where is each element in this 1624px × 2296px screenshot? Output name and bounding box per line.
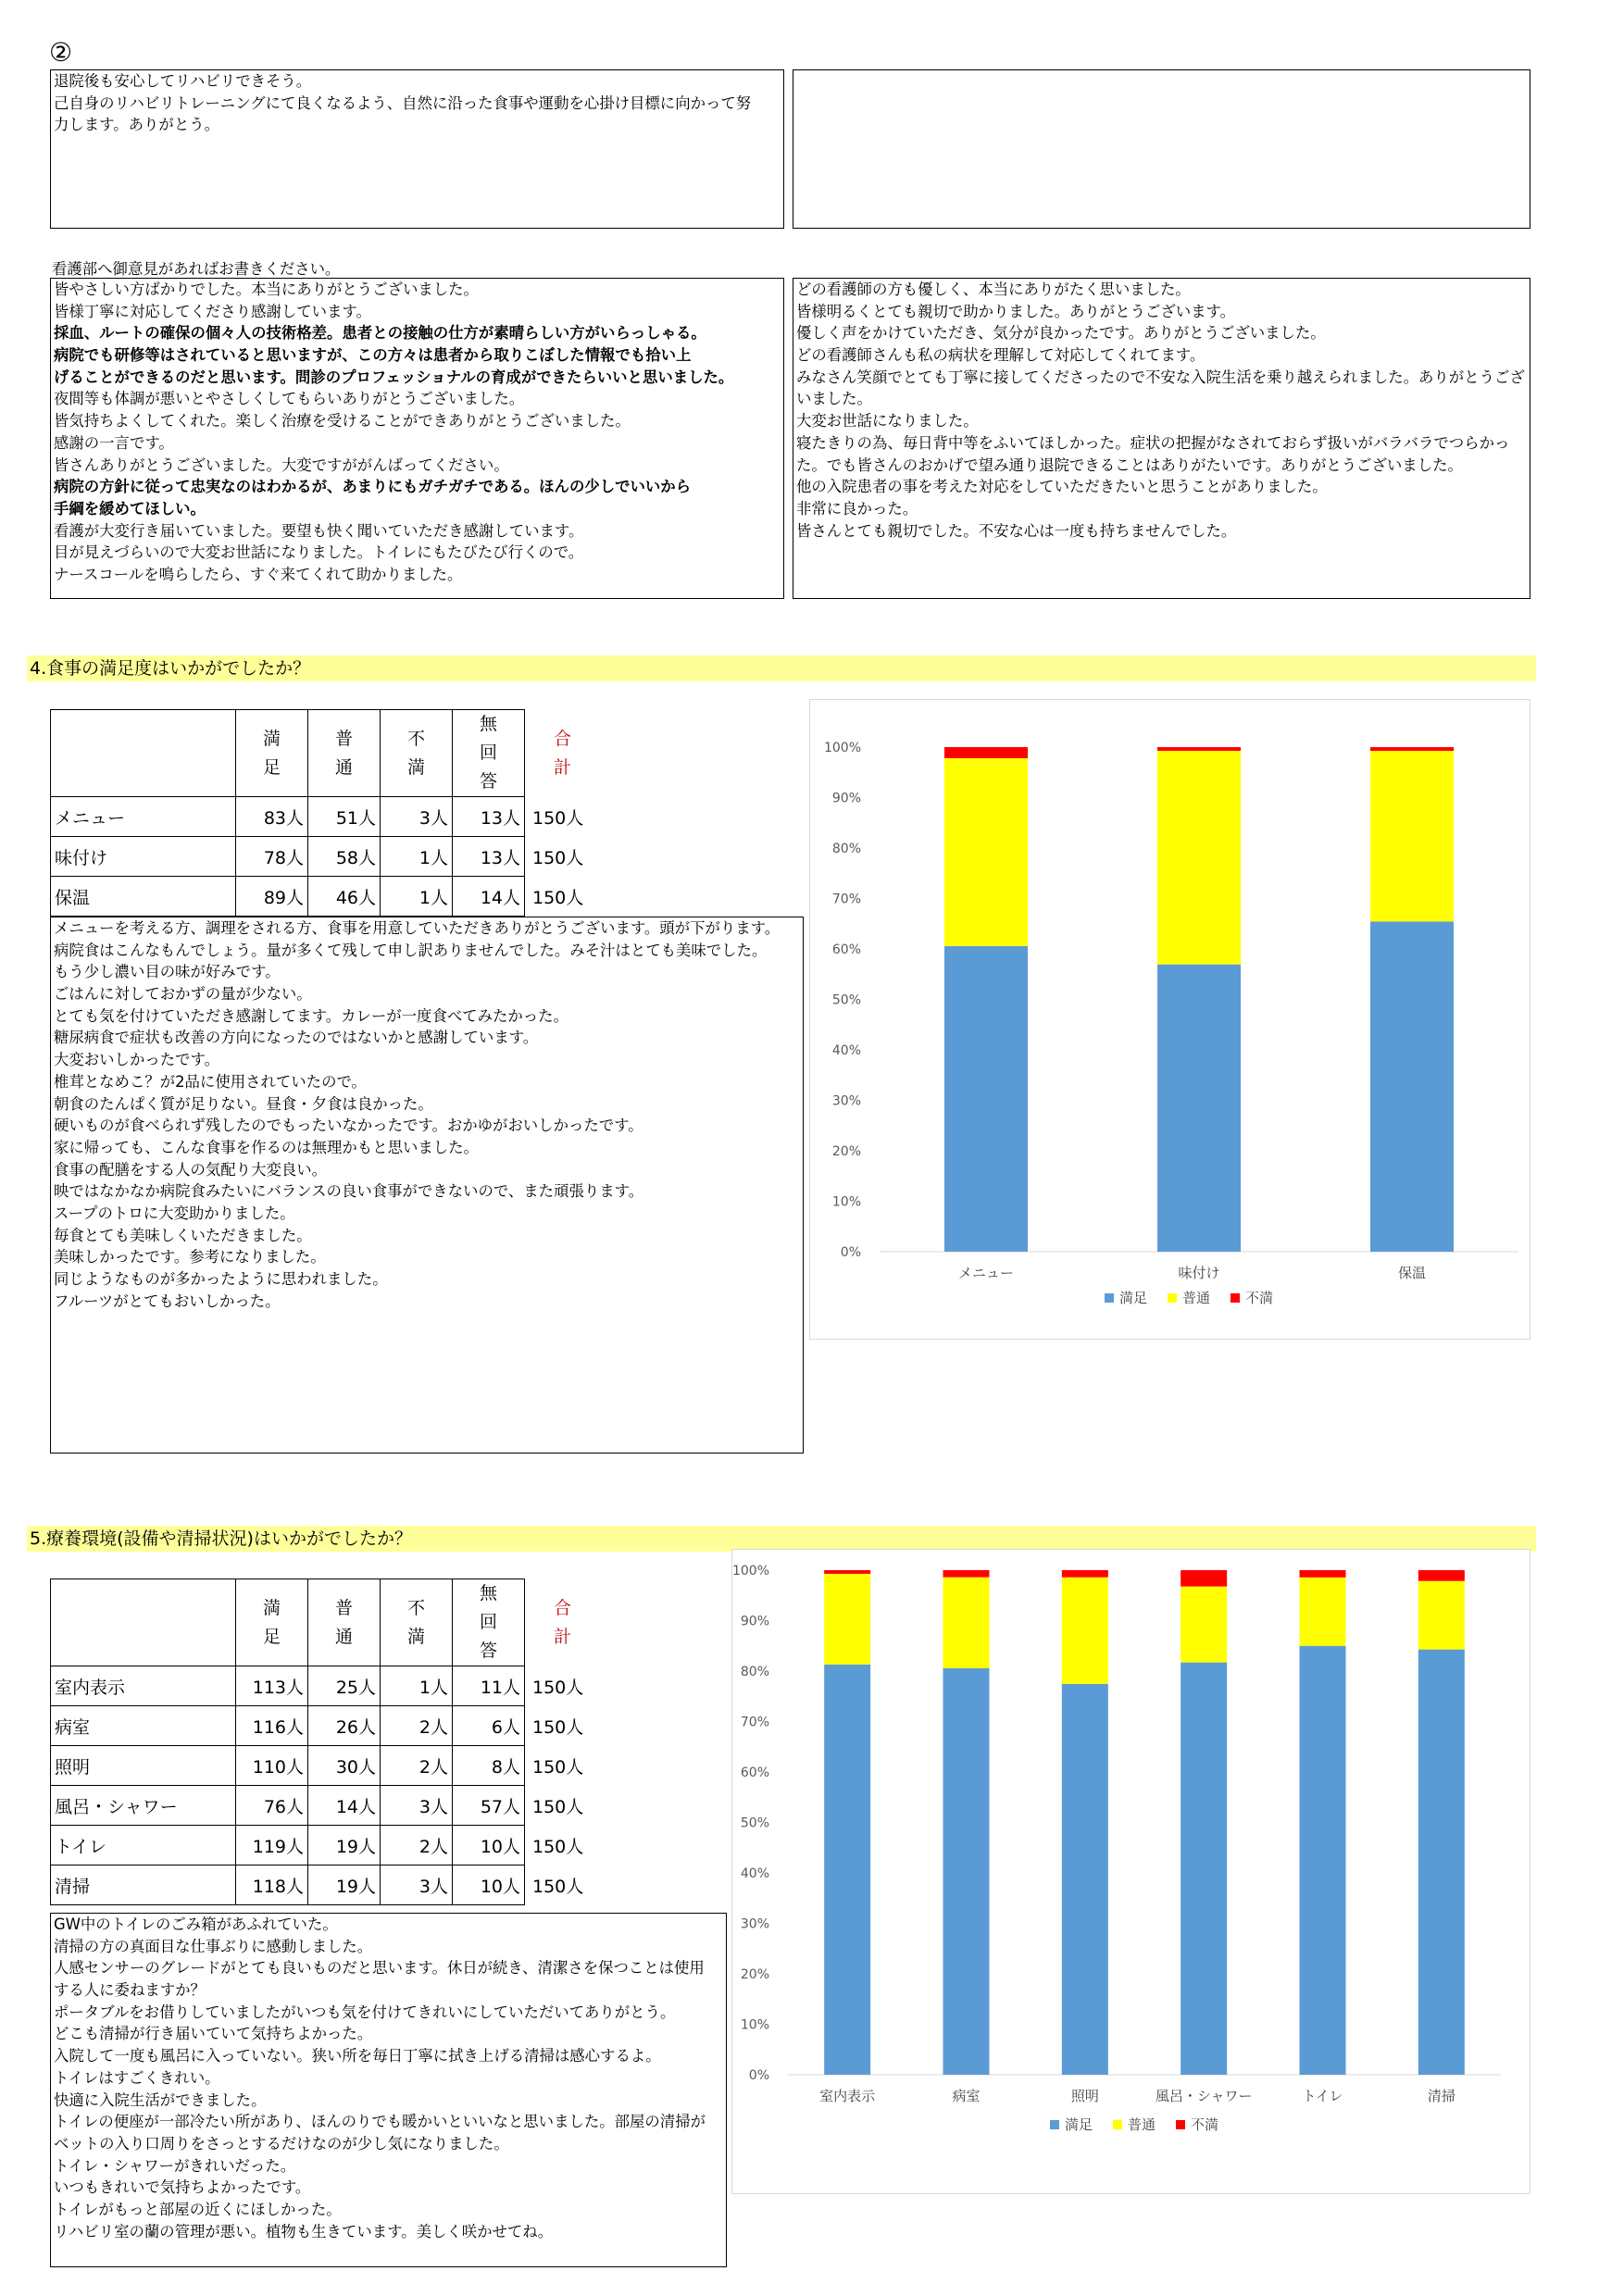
comment-line: 同じようなものが多かったように思われました。 (54, 1270, 388, 1288)
comment-line: 採血、ルートの確保の個々人の技術格差。患者との接触の仕方が素晴らしい方がいらっしゃる。 (54, 324, 706, 343)
comment-line: リハビリ室の蘭の管理が悪い。植物も生きています。美しく咲かせてね。 (54, 2222, 554, 2240)
count-cell: 19人 (308, 1866, 381, 1905)
nursing-comments-left (50, 278, 784, 599)
question-4-title: 4.食事の満足度はいかがでしたか？ (27, 655, 1536, 681)
comment-line: とても気を付けていただき感謝してます。カレーが一度食べてみたかった。 (54, 1006, 568, 1025)
comment-box-top-left (50, 69, 784, 229)
comment-line: 優しく声をかけていただき、気分が良かったです。ありがとうございました。 (796, 324, 1326, 343)
y-tick-label: 90% (740, 1614, 769, 1629)
comment-line: 感謝の一言です。 (54, 433, 174, 452)
table-header-row (51, 1579, 608, 1666)
count-cell: 8人 (453, 1746, 525, 1786)
y-tick-label: 30% (831, 1093, 861, 1109)
bar-segment (1300, 1570, 1346, 1578)
comment-line: もう少し濃い目の味が好みです。 (54, 963, 281, 981)
comment-line: 朝食のたんぱく質が足りない。昼食・夕食は良かった。 (54, 1094, 433, 1113)
comment-line: みなさん笑顔でとても丁寧に接してくださったので不安な入院生活を乗り越えられました。ありがとうござ (796, 368, 1525, 386)
row-label: 風呂・シャワー (51, 1786, 236, 1826)
comment-line: する人に委ねますか？ (54, 1981, 206, 2000)
count-cell: 10人 (453, 1866, 525, 1905)
bar-segment (1300, 1646, 1346, 2075)
comment-line: 力します。ありがとう。 (54, 116, 219, 134)
y-tick-label: 60% (740, 1766, 769, 1780)
y-tick-label: 50% (831, 992, 861, 1008)
legend-label: 不満 (1191, 2116, 1219, 2133)
comment-line: トイレの便座が一部冷たい所があり、ほんのりでも暖かいといいなと思いました。部屋の清掃が (54, 2113, 706, 2131)
comment-line: 皆やさしい方ばかりでした。本当にありがとうございました。 (54, 281, 479, 298)
legend-label: 普通 (1128, 2116, 1156, 2133)
q4-comments-box (50, 917, 804, 1454)
y-tick-label: 70% (831, 892, 861, 907)
row-label: トイレ (51, 1826, 236, 1866)
y-tick-label: 80% (740, 1665, 769, 1679)
bar-segment (944, 946, 1028, 1252)
comment-line: ベットの入り口周りをさっとするだけなのが少し気になりました。 (54, 2134, 509, 2152)
count-cell: 19人 (308, 1826, 381, 1866)
comment-lines (51, 1914, 726, 2242)
bar-segment (944, 758, 1028, 946)
row-label: 病室 (51, 1706, 236, 1746)
x-tick-label: 病室 (952, 2088, 981, 2104)
comment-line: 清掃の方の真面目な仕事ぶりに感動しました。 (54, 1937, 373, 1955)
header-satisfied: 満足 (236, 1579, 308, 1666)
q5-stacked-bar-chart (731, 1549, 1530, 2194)
legend-label: 不満 (1245, 1290, 1274, 1306)
comment-lines (51, 70, 783, 136)
bar-segment (943, 1578, 990, 1668)
x-tick-label: 照明 (1070, 2088, 1099, 2104)
comment-line: 椎茸となめこ？が2品に使用されていたので。 (54, 1072, 367, 1091)
count-cell: 14人 (453, 877, 525, 917)
comment-line: 入院して一度も風呂に入っていない。狭い所を毎日丁寧に拭き上げる清掃は感心するよ。 (54, 2047, 661, 2065)
comment-line: トイレはすごくきれい。 (54, 2068, 220, 2087)
bar-segment (1181, 1663, 1227, 2075)
table-row (51, 797, 608, 837)
bar-segment (824, 1570, 870, 1574)
count-cell: 46人 (308, 877, 381, 917)
bar-segment (1300, 1578, 1346, 1646)
count-cell: 51人 (308, 797, 381, 837)
bar-segment (943, 1570, 990, 1578)
table-row (51, 1826, 608, 1866)
header-total: 合計 (553, 1597, 571, 1647)
comment-lines (51, 279, 783, 586)
comment-line: トイレがもっと部屋の近くにほしかった。 (54, 2200, 342, 2218)
q4-stacked-bar-chart (809, 699, 1530, 1340)
comment-line: 食事の配膳をする人の気配り大変良い。 (54, 1160, 328, 1179)
comment-line: ナースコールを鳴らしたら、すぐ来てくれて助かりました。 (54, 565, 463, 583)
count-cell: 11人 (453, 1666, 525, 1706)
table-row (51, 1746, 608, 1786)
comment-line: 看護が大変行き届いていました。要望も快く聞いていただき感謝しています。 (54, 521, 584, 540)
count-cell: 2人 (381, 1746, 453, 1786)
table-corner (51, 710, 236, 797)
row-label: 清掃 (51, 1866, 236, 1905)
x-tick-label: 風呂・シャワー (1155, 2088, 1253, 2104)
comment-line: 皆さんありがとうございました。大変ですががんばってください。 (54, 455, 509, 474)
total-cell: 150人 (532, 887, 584, 908)
comment-line: メニューを考える方、調理をされる方、食事を用意していただきありがとうございます。頭が下がります。 (54, 919, 781, 937)
nursing-section-title: 看護部へ御意見があればお書きください。 (52, 260, 341, 278)
count-cell: 89人 (236, 877, 308, 917)
section-marker: ② (49, 37, 73, 68)
count-cell: 1人 (381, 1666, 453, 1706)
comment-line: 皆様丁寧に対応してくださり感謝しています。 (54, 302, 371, 320)
count-cell: 78人 (236, 837, 308, 877)
legend-label: 満足 (1119, 1290, 1148, 1306)
count-cell: 1人 (381, 837, 453, 877)
y-tick-label: 0% (748, 2068, 769, 2083)
comment-line: た。でも皆さんのおかげで望み通り退院できることはありがたいです。ありがとうございました。 (796, 455, 1463, 474)
comment-line: 快適に入院生活ができました。 (54, 2090, 267, 2109)
comment-line: スープのトロに大変助かりました。 (54, 1204, 295, 1222)
row-label: 味付け (51, 837, 236, 877)
legend-swatch (1168, 1293, 1177, 1303)
count-cell: 30人 (308, 1746, 381, 1786)
comment-line: 映ではなかなか病院食みたいにバランスの良い食事ができないので、また頑張ります。 (54, 1182, 644, 1201)
bar-segment (1157, 965, 1241, 1252)
count-cell: 58人 (308, 837, 381, 877)
x-tick-label: 室内表示 (819, 2088, 876, 2104)
table-row (51, 1786, 608, 1826)
header-satisfied: 満足 (236, 710, 308, 797)
x-tick-label: メニュー (957, 1265, 1015, 1281)
row-label: 室内表示 (51, 1666, 236, 1706)
count-cell: 3人 (381, 1786, 453, 1826)
comment-line: 病院食はこんなもんでしょう。量が多くて残して申し訳ありませんでした。みそ汁はとても美味でした。 (54, 941, 768, 959)
row-label: 照明 (51, 1746, 236, 1786)
question-5-title: 5.療養環境(設備や清掃状況)はいかがでしたか？ (27, 1526, 1536, 1552)
count-cell: 2人 (381, 1706, 453, 1746)
comment-line: 糖尿病食で症状も改善の方向になったのではないかと感謝しています。 (54, 1029, 539, 1047)
total-cell: 150人 (532, 1876, 584, 1897)
comment-line: げることができるのだと思います。問診のプロフェッショナルの育成ができたらいいと思いました。 (54, 368, 734, 386)
y-tick-label: 100% (823, 741, 861, 755)
comment-line: どの看護師さんも私の病状を理解して対応してくれてます。 (796, 346, 1206, 365)
table-corner (51, 1579, 236, 1666)
count-cell: 57人 (453, 1786, 525, 1826)
bar-segment (943, 1668, 990, 2075)
x-tick-label: 味付け (1178, 1265, 1220, 1281)
comment-line: 大変おいしかったです。 (54, 1051, 219, 1069)
header-normal: 普通 (308, 710, 381, 797)
bar-segment (1062, 1570, 1108, 1578)
total-cell: 150人 (532, 1836, 584, 1857)
y-tick-label: 0% (840, 1245, 861, 1260)
x-tick-label: トイレ (1302, 2088, 1343, 2104)
q5-chart-svg (732, 1550, 1529, 2192)
comment-lines (51, 917, 803, 1312)
comment-line: フルーツがとてもおいしかった。 (54, 1292, 281, 1310)
q5-comments-box (50, 1913, 727, 2267)
bar-segment (1062, 1578, 1108, 1684)
count-cell: 83人 (236, 797, 308, 837)
y-tick-label: 50% (740, 1816, 769, 1831)
y-tick-label: 40% (831, 1043, 861, 1058)
total-cell: 150人 (532, 1716, 584, 1738)
count-cell: 13人 (453, 797, 525, 837)
comment-line: 大変お世話になりました。 (796, 412, 979, 430)
comment-line: 皆さんとても親切でした。不安な心は一度も持ちませんでした。 (796, 521, 1237, 540)
count-cell: 110人 (236, 1746, 308, 1786)
comment-line: 家に帰っても、こんな食事を作るのは無理かもと思いました。 (54, 1138, 479, 1156)
comment-line: 病院の方針に従って忠実なのはわかるが、あまりにもガチガチである。ほんの少しでいいから (54, 478, 692, 496)
bar-segment (1370, 921, 1454, 1252)
header-dissatisfied: 不満 (381, 1579, 453, 1666)
count-cell: 10人 (453, 1826, 525, 1866)
comment-line: 他の入院患者の事を考えた対応をしていただきたいと思うことがありました。 (796, 478, 1328, 496)
y-tick-label: 30% (740, 1916, 769, 1932)
y-tick-label: 10% (740, 2017, 769, 2033)
count-cell: 119人 (236, 1826, 308, 1866)
comment-line: 美味しかったです。参考になりました。 (54, 1248, 326, 1267)
y-tick-label: 40% (740, 1866, 769, 1881)
bar-segment (1418, 1650, 1465, 2075)
comment-line: 硬いものが食べられず残したのでもったいなかったです。おかゆがおいしかったです。 (54, 1117, 643, 1135)
comment-line: GW中のトイレのごみ箱があふれていた。 (54, 1915, 338, 1933)
legend-swatch (1105, 1293, 1114, 1303)
comment-line: 毎食とても美味しくいただきました。 (54, 1226, 312, 1244)
comment-line: ポータブルをお借りしていましたがいつも気を付けてきれいにしていただいてありがとう。 (54, 2003, 676, 2021)
legend-swatch (1230, 1293, 1240, 1303)
comment-line: 己自身のリハビリトレーニングにて良くなるよう、自然に沿った食事や運動を心掛け目標に向かって努 (54, 94, 752, 112)
comment-line: 病院でも研修等はされていると思いますが、この方々は患者から取りこぼした情報でも拾い上 (54, 346, 692, 365)
comment-line: 人感センサーのグレードがとても良いものだと思います。休日が続き、清潔さを保つことは使用 (54, 1959, 705, 1978)
comment-box-top-right (793, 69, 1530, 229)
header-no-answer: 無回答 (453, 1579, 525, 1666)
total-cell: 150人 (532, 1796, 584, 1817)
count-cell: 3人 (381, 1866, 453, 1905)
bar-segment (1157, 747, 1241, 751)
x-tick-label: 保温 (1397, 1265, 1427, 1281)
bar-segment (1181, 1587, 1227, 1663)
comment-line: 退院後も安心してリハビリできそう。 (54, 72, 312, 90)
comment-line: いつもきれいで気持ちよかったです。 (54, 2178, 311, 2197)
comment-line: 目が見えづらいので大変お世話になりました。トイレにもたびたび行くので。 (54, 543, 584, 562)
y-tick-label: 10% (831, 1194, 861, 1210)
comment-line: 夜間等も体調が悪いとやさしくしてもらいありがとうございました。 (54, 390, 525, 408)
table-row (51, 877, 608, 917)
bar-segment (824, 1665, 870, 2075)
count-cell: 25人 (308, 1666, 381, 1706)
bar-segment (944, 747, 1028, 758)
count-cell: 26人 (308, 1706, 381, 1746)
y-tick-label: 70% (740, 1715, 769, 1730)
count-cell: 14人 (308, 1786, 381, 1826)
y-tick-label: 20% (831, 1144, 861, 1159)
bar-segment (1418, 1581, 1465, 1650)
count-cell: 1人 (381, 877, 453, 917)
x-tick-label: 清掃 (1427, 2088, 1455, 2104)
comment-line: 皆気持ちよくしてくれた。楽しく治療を受けることができありがとうございました。 (54, 412, 631, 430)
bar-segment (1418, 1570, 1465, 1581)
comment-line: 皆様明るくとても親切で助かりました。ありがとうございます。 (796, 302, 1236, 320)
legend-label: 満足 (1065, 2116, 1093, 2133)
total-cell: 150人 (532, 847, 584, 868)
comment-line: トイレ・シャワーがきれいだった。 (54, 2156, 296, 2175)
q5-results-table (50, 1578, 608, 1905)
table-row (51, 1866, 608, 1905)
count-cell: 76人 (236, 1786, 308, 1826)
table-header-row (51, 710, 608, 797)
bar-segment (1370, 747, 1454, 751)
table-row (51, 1666, 608, 1706)
legend-swatch (1050, 2120, 1059, 2129)
comment-line: 手綱を緩めてほしい。 (54, 499, 206, 518)
legend-swatch (1176, 2120, 1185, 2129)
total-cell: 150人 (532, 1677, 584, 1698)
comment-line: 非常に良かった。 (796, 499, 918, 518)
count-cell: 118人 (236, 1866, 308, 1905)
count-cell: 2人 (381, 1826, 453, 1866)
comment-lines (793, 279, 1530, 542)
comment-line: どの看護師の方も優しく、本当にありがたく思いました。 (796, 281, 1191, 298)
y-tick-label: 100% (732, 1564, 769, 1578)
q4-results-table (50, 709, 608, 917)
total-cell: 150人 (532, 1756, 584, 1778)
count-cell: 13人 (453, 837, 525, 877)
bar-segment (1370, 751, 1454, 921)
comment-line: ごはんに対しておかずの量が少ない。 (54, 985, 312, 1004)
header-dissatisfied: 不満 (381, 710, 453, 797)
comment-line: 寝たきりの為、毎日背中等をふいてほしかった。症状の把握がなされておらず扱いがバラバラでつらかっ (796, 433, 1510, 452)
y-tick-label: 20% (740, 1967, 769, 1982)
legend-swatch (1113, 2120, 1122, 2129)
bar-segment (824, 1574, 870, 1665)
count-cell: 3人 (381, 797, 453, 837)
bar-segment (1062, 1684, 1108, 2075)
row-label: 保温 (51, 877, 236, 917)
row-label: メニュー (51, 797, 236, 837)
y-tick-label: 80% (831, 842, 861, 856)
count-cell: 116人 (236, 1706, 308, 1746)
count-cell: 113人 (236, 1666, 308, 1706)
header-normal: 普通 (308, 1579, 381, 1666)
header-no-answer: 無回答 (453, 710, 525, 797)
total-cell: 150人 (532, 807, 584, 829)
q4-chart-svg (810, 700, 1529, 1338)
y-tick-label: 60% (831, 942, 861, 957)
bar-segment (1181, 1570, 1227, 1587)
nursing-comments-right (793, 278, 1530, 599)
comment-line: どこも清掃が行き届いていて気持ちよかった。 (54, 2025, 373, 2043)
comment-line: いました。 (796, 390, 872, 408)
y-tick-label: 90% (831, 791, 861, 806)
legend-label: 普通 (1182, 1290, 1211, 1306)
header-total: 合計 (553, 728, 571, 778)
bar-segment (1157, 751, 1241, 965)
table-row (51, 837, 608, 877)
table-row (51, 1706, 608, 1746)
count-cell: 6人 (453, 1706, 525, 1746)
